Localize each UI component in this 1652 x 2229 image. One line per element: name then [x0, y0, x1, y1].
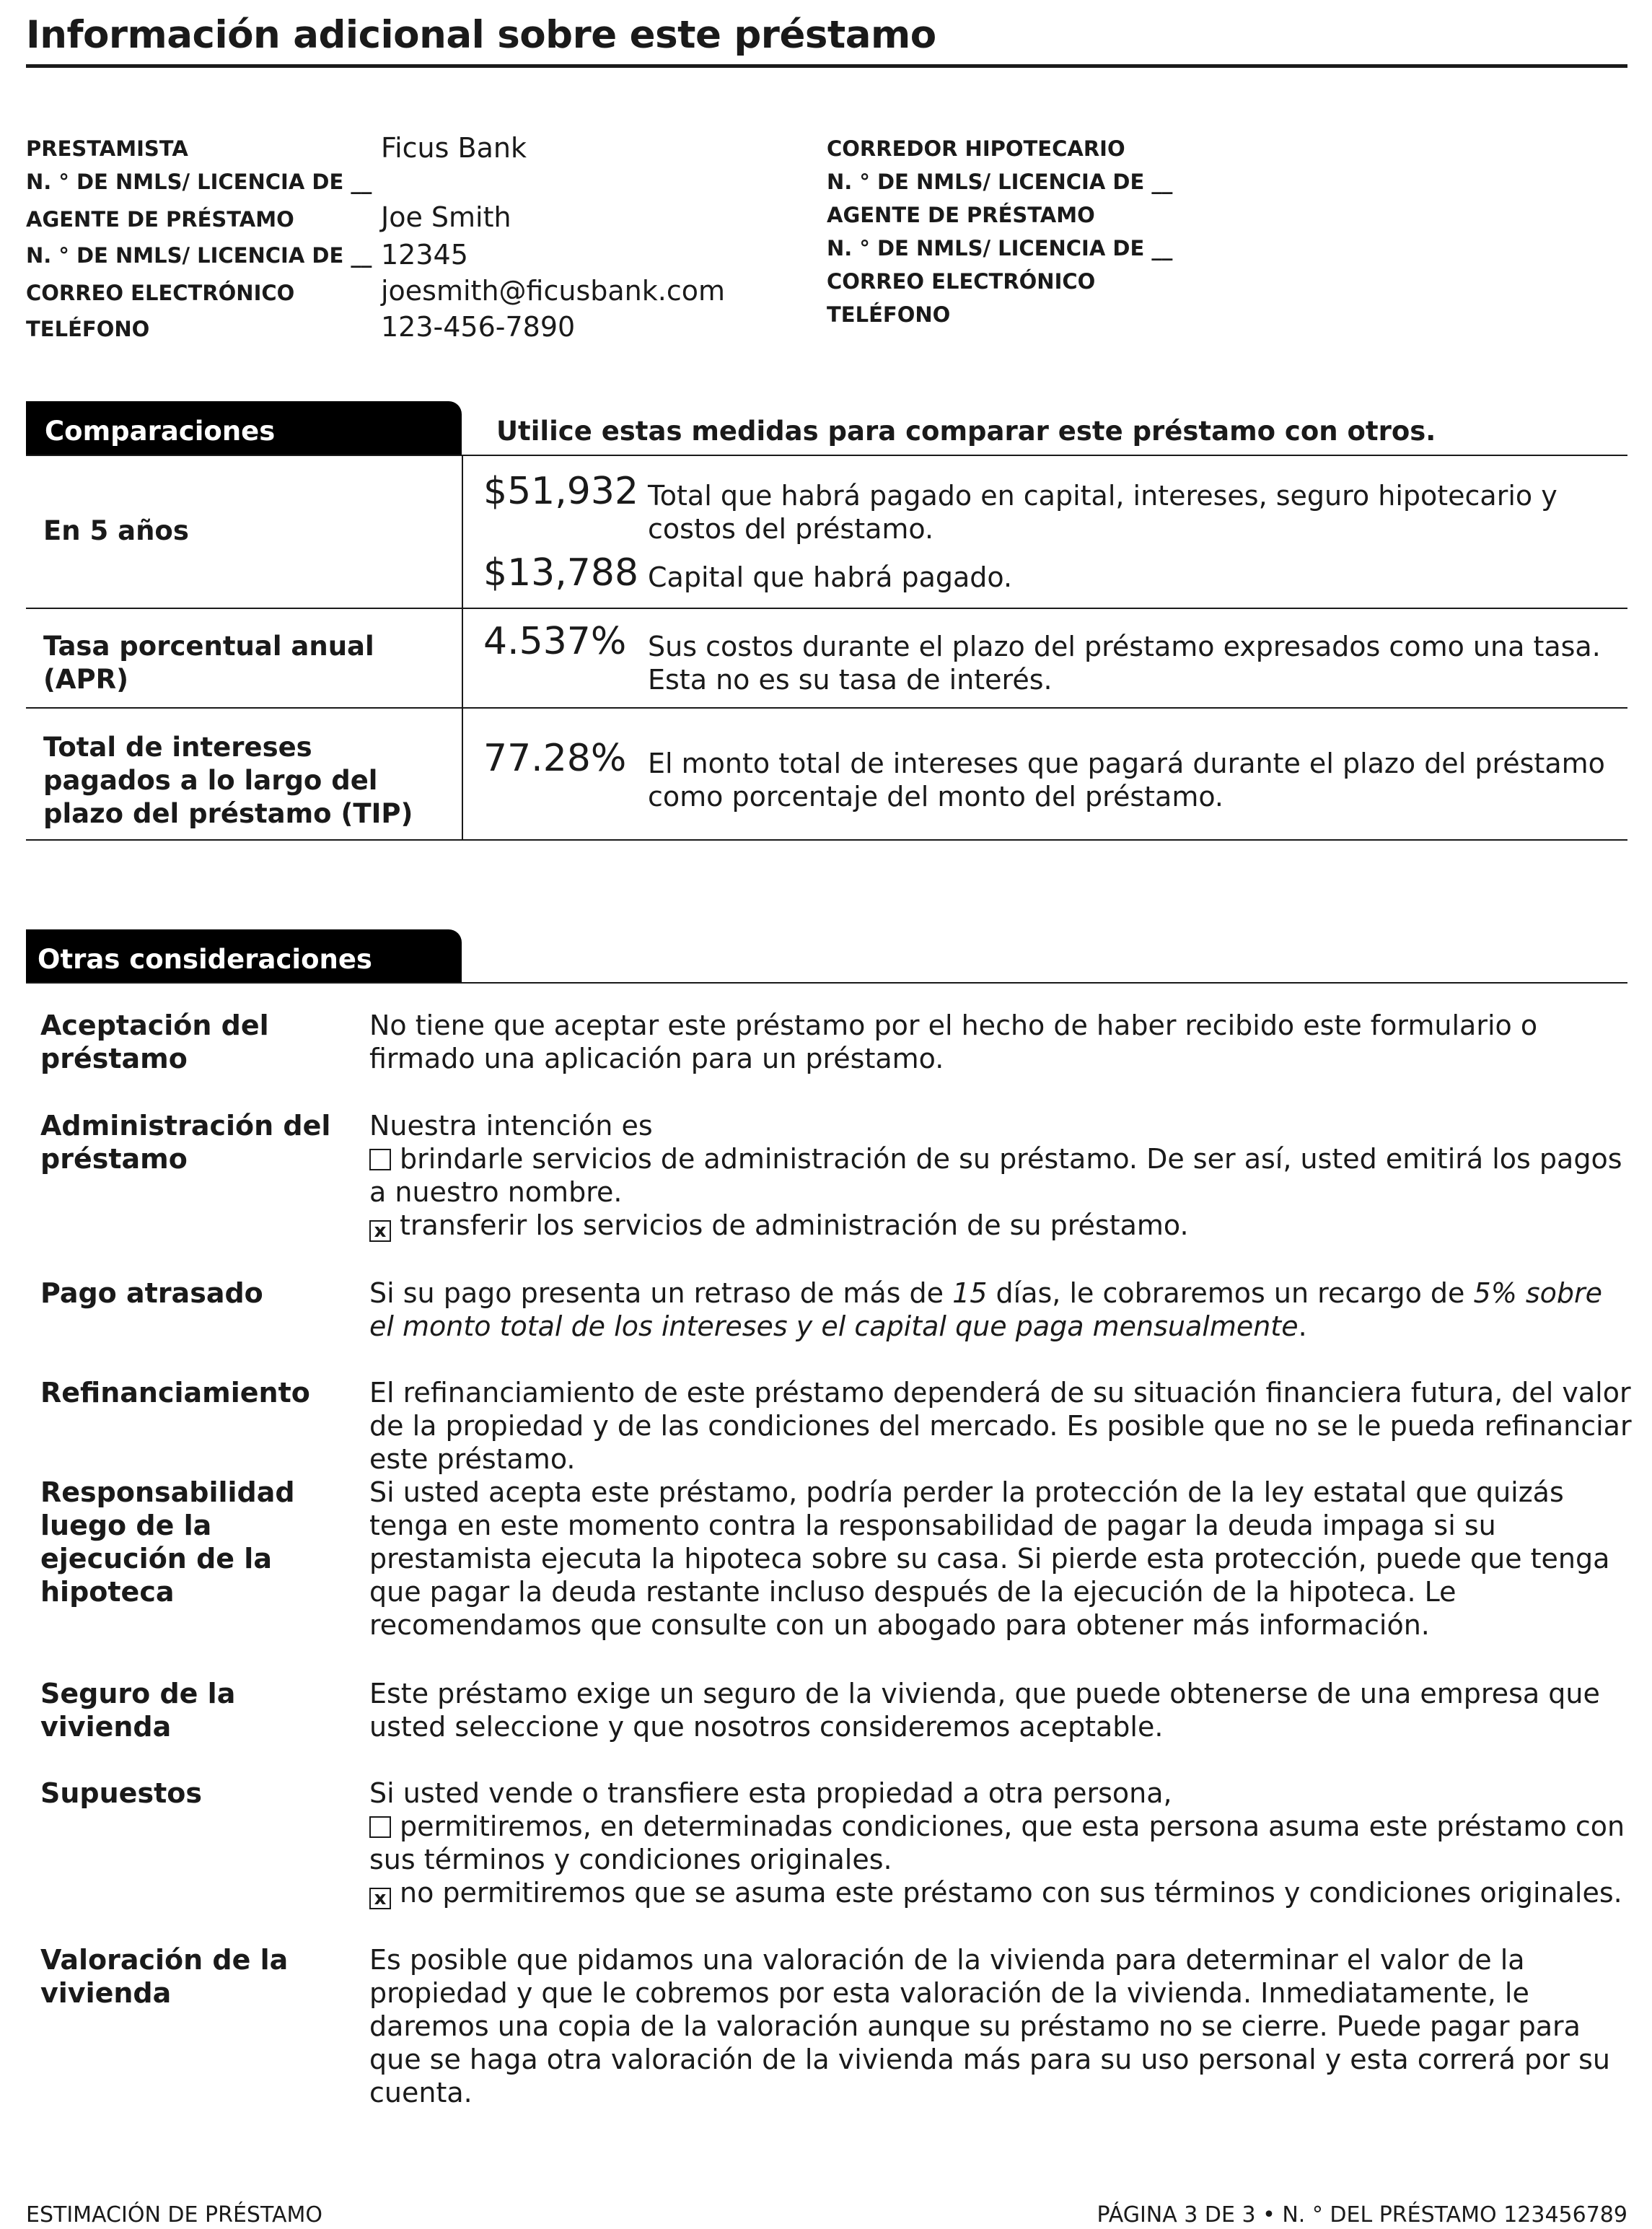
servicing-checkbox-transfer[interactable]: x — [369, 1220, 391, 1242]
row-divider — [26, 707, 1627, 709]
broker-label: CORREDOR HIPOTECARIO — [827, 136, 1125, 161]
row-divider — [26, 608, 1627, 609]
broker-nmls-label: N. ° DE NMLS/ LICENCIA DE __ — [827, 170, 1173, 194]
loan-officer-label: AGENTE DE PRÉSTAMO — [26, 207, 294, 232]
acceptance-text: No tiene que aceptar este préstamo por el hecho de haber recibido este formulario o firmado una aplicación para un préstamo. — [369, 1010, 1538, 1074]
five-years-principal-value: $13,788 — [483, 551, 639, 595]
servicing-checkbox-service[interactable] — [369, 1149, 391, 1170]
servicing-text — [369, 1109, 1632, 1242]
assumption-checkbox-allow[interactable] — [369, 1816, 391, 1838]
tip-value: 77.28% — [483, 737, 627, 780]
assumption-option-deny — [369, 1876, 1632, 1909]
late-text-3: . — [1298, 1310, 1307, 1342]
broker-phone-label: TELÉFONO — [827, 302, 951, 327]
loan-officer-phone: 123-456-7890 — [381, 311, 576, 343]
tip-label: Total de intereses pagados a lo largo del plazo del préstamo (TIP) — [43, 732, 413, 829]
lender-nmls-label: N. ° DE NMLS/ LICENCIA DE __ — [26, 170, 372, 194]
assumption-intro: Si usted vende o transfiere esta propiedad a otra persona, — [369, 1777, 1172, 1809]
refinance-label: Refinanciamiento — [40, 1377, 310, 1409]
assumption-option-deny-text: no permitiremos que se asuma este préstamo con sus términos y condiciones originales. — [400, 1877, 1622, 1909]
late-text-1: Si su pago presenta un retraso de más de — [369, 1277, 953, 1309]
comparisons-column-rule — [462, 455, 463, 840]
loan-officer-email: joesmith@ficusbank.com — [381, 275, 725, 307]
late-payment-label: Pago atrasado — [40, 1277, 263, 1309]
page-title: Información adicional sobre este préstamo — [26, 13, 936, 57]
appraisal-label: Valoración de la vivienda — [40, 1944, 289, 2009]
liability-text: Si usted acepta este préstamo, podría perder la protección de la ley estatal que quizás tenga en este momento contra la responsabilidad de pagar la deuda impaga si su prestamista ejecuta la hipoteca sobre su casa. Si pierde esta protección, puede que tenga que pagar la deuda restante incluso después de la ejecución de la hipoteca. Le recomendamos que consulte con un abogado para obtener más información. — [369, 1476, 1610, 1641]
broker-officer-label: AGENTE DE PRÉSTAMO — [827, 203, 1095, 227]
comparisons-bottom-rule — [26, 839, 1627, 841]
servicing-option-service-text: brindarle servicios de administración de su préstamo. De ser así, usted emitirá los pagos a nuestro nombre. — [369, 1143, 1622, 1208]
liability-label: Responsabilidad luego de la ejecución de la hipoteca — [40, 1476, 295, 1608]
servicing-intro: Nuestra intención es — [369, 1110, 653, 1142]
tip-desc: El monto total de intereses que pagará durante el plazo del préstamo como porcentaje del monto del préstamo. — [648, 748, 1605, 813]
apr-label: Tasa porcentual anual (APR) — [43, 631, 374, 695]
late-days: 15 — [952, 1277, 988, 1309]
assumption-checkbox-deny[interactable]: x — [369, 1888, 391, 1909]
footer-page-info: PÁGINA 3 DE 3 • N. ° DEL PRÉSTAMO 123456789 — [1097, 2202, 1627, 2228]
assumption-text — [369, 1777, 1632, 1909]
apr-value: 4.537% — [483, 620, 627, 663]
comparisons-tab: Comparaciones — [26, 401, 462, 455]
email-label: CORREO ELECTRÓNICO — [26, 281, 295, 305]
assumption-label: Supuestos — [40, 1777, 202, 1809]
servicing-option-transfer — [369, 1209, 1632, 1242]
lender-name: Ficus Bank — [381, 132, 527, 164]
other-considerations-rule — [26, 982, 1627, 984]
broker-officer-nmls-label: N. ° DE NMLS/ LICENCIA DE __ — [827, 236, 1173, 260]
five-years-total-desc: Total que habrá pagado en capital, intereses, seguro hipotecario y costos del préstamo. — [648, 480, 1557, 545]
phone-label: TELÉFONO — [26, 317, 150, 341]
late-text-2: días, le cobraremos un recargo de — [987, 1277, 1474, 1309]
lender-label: PRESTAMISTA — [26, 136, 188, 161]
assumption-option-allow — [369, 1810, 1632, 1876]
insurance-label: Seguro de la vivienda — [40, 1678, 236, 1743]
servicing-option-service — [369, 1142, 1632, 1209]
five-years-total-value: $51,932 — [483, 470, 639, 513]
late-payment-text — [369, 1276, 1632, 1343]
five-years-principal-desc: Capital que habrá pagado. — [648, 561, 1013, 593]
footer-form-name: ESTIMACIÓN DE PRÉSTAMO — [26, 2202, 322, 2228]
late-fee: 5% sobre el monto total de los intereses y el capital que paga mensualmente — [369, 1277, 1603, 1342]
five-years-label: En 5 años — [43, 515, 189, 546]
loan-officer-name: Joe Smith — [381, 201, 511, 233]
other-considerations-tab: Otras consideraciones — [26, 929, 462, 983]
apr-desc: Sus costos durante el plazo del préstamo expresados como una tasa. Esta no es su tasa de interés. — [648, 631, 1601, 696]
comparisons-top-rule — [26, 455, 1627, 456]
servicing-label: Administración del préstamo — [40, 1110, 331, 1175]
broker-email-label: CORREO ELECTRÓNICO — [827, 269, 1096, 294]
loan-officer-nmls-label: N. ° DE NMLS/ LICENCIA DE __ — [26, 243, 372, 268]
loan-officer-nmls: 12345 — [381, 239, 468, 271]
acceptance-label: Aceptación del préstamo — [40, 1010, 269, 1074]
servicing-option-transfer-text: transferir los servicios de administración de su préstamo. — [400, 1209, 1189, 1241]
title-divider — [26, 64, 1627, 68]
comparisons-intro: Utilice estas medidas para comparar este préstamo con otros. — [496, 416, 1436, 447]
refinance-text: El refinanciamiento de este préstamo dependerá de su situación financiera futura, del valor de la propiedad y de las condiciones del mercado. Es posible que no se le pueda refinanciar este préstamo. — [369, 1377, 1632, 1475]
insurance-text: Este préstamo exige un seguro de la vivienda, que puede obtenerse de una empresa que usted seleccione y que nosotros consideremos aceptable. — [369, 1678, 1600, 1743]
assumption-option-allow-text: permitiremos, en determinadas condiciones, que esta persona asuma este préstamo con sus términos y condiciones originales. — [369, 1810, 1625, 1875]
appraisal-text: Es posible que pidamos una valoración de la vivienda para determinar el valor de la propiedad y que le cobremos por esta valoración de la vivienda. Inmediatamente, le daremos una copia de la valoración aunque su préstamo no se cierre. Puede pagar para que se haga otra valoración de la vivienda más para su uso personal y esta correrá por su cuenta. — [369, 1944, 1610, 2108]
